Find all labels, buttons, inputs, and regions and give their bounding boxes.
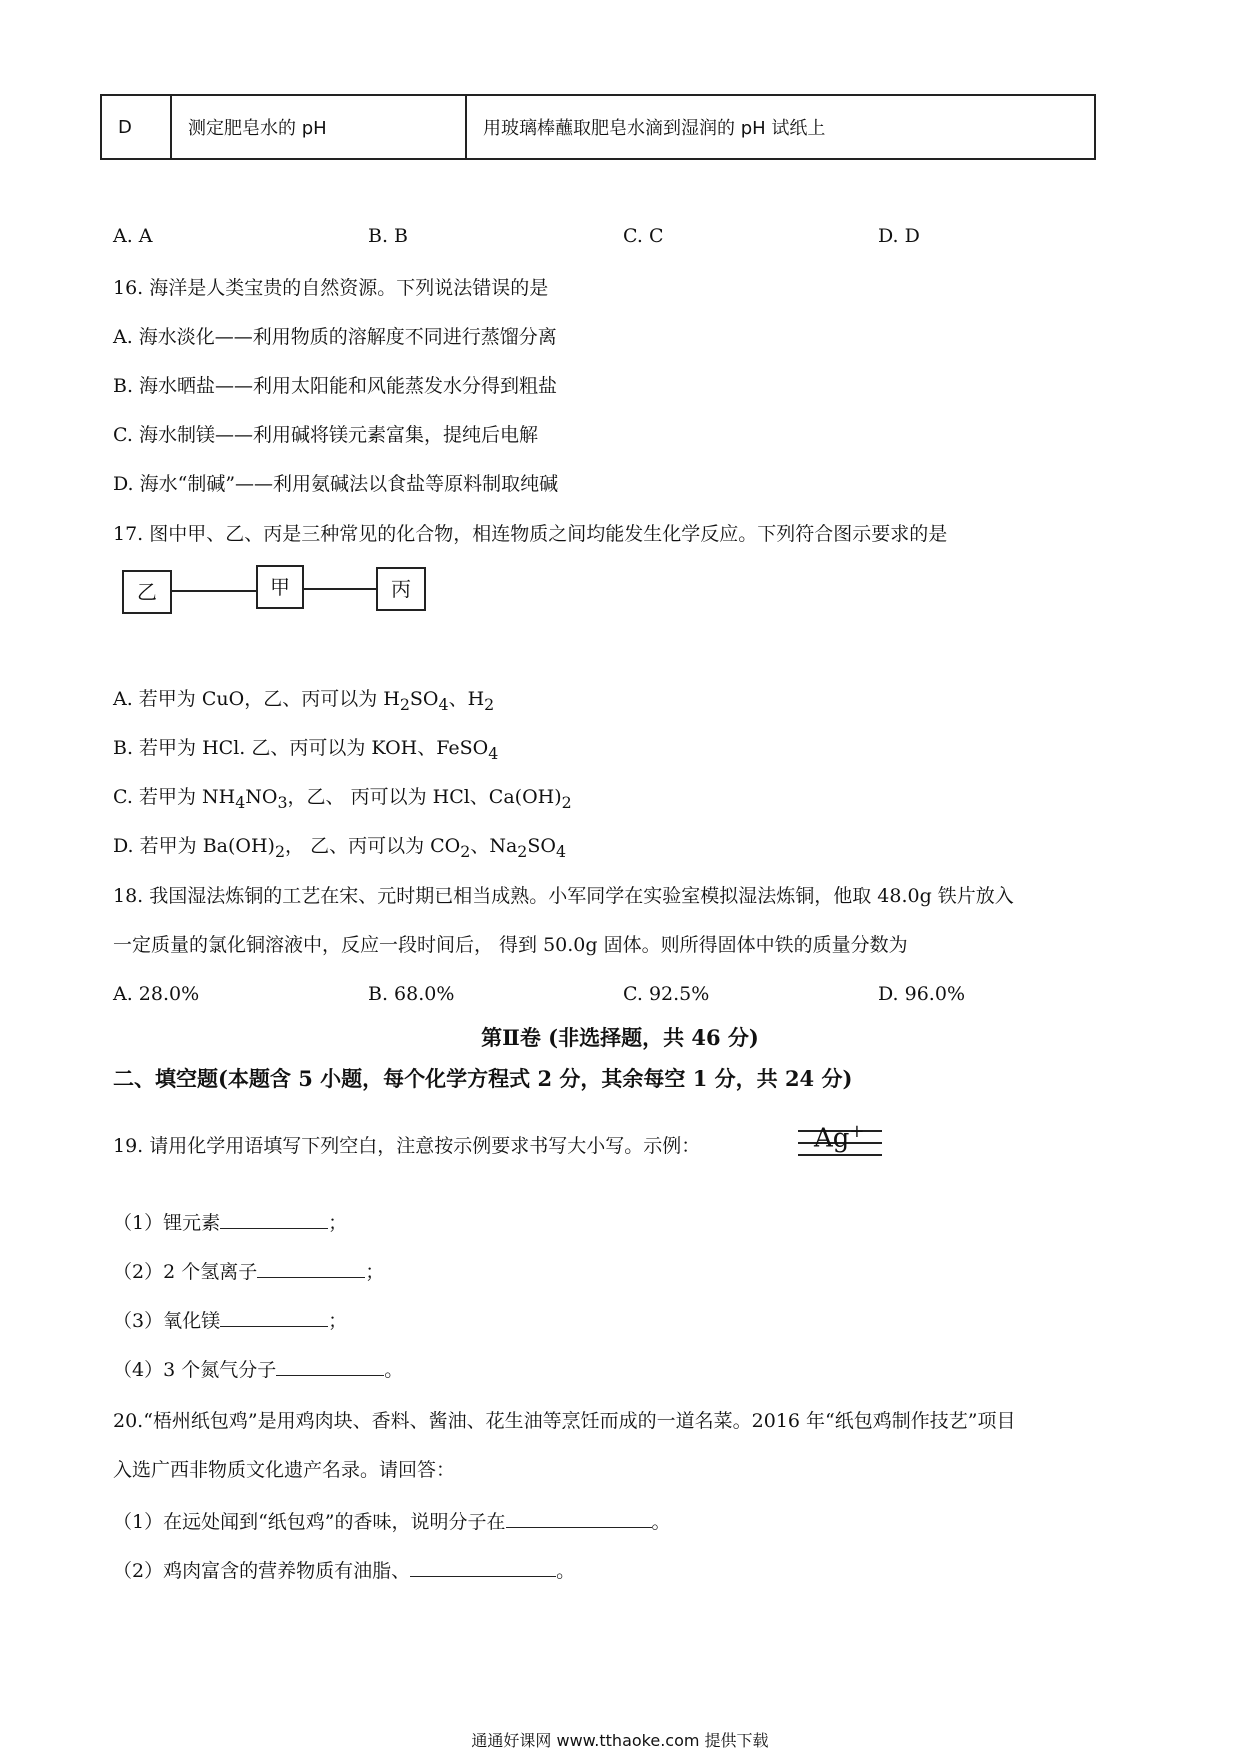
example-symbol (814, 1121, 865, 1154)
row-item: 测定肥皂水的 pH (171, 95, 466, 159)
q17-option-d (113, 831, 566, 861)
q16-option-a: A. 海水淡化——利用物质的溶解度不同进行蒸馏分离 (113, 326, 557, 348)
q20-line1: 20.“梧州纸包鸡”是用鸡肉块、香料、酱油、花生油等烹饪而成的一道名菜。2016 年“纸包鸡制作技艺”项目 (113, 1410, 1016, 1432)
q19-stem: 19. 请用化学用语填写下列空白，注意按示例要求书写大小写。示例： (113, 1135, 701, 1157)
experiment-table (100, 94, 1096, 160)
item-end: 。 (384, 1359, 404, 1381)
q16-option-d: D. 海水“制碱”——利用氨碱法以食盐等原料制取纯碱 (113, 473, 559, 495)
q17-option-b (113, 733, 498, 763)
q17-option-c (113, 782, 572, 812)
option-a: A. A (113, 225, 153, 247)
q17-stem: 17. 图中甲、乙、丙是三种常见的化合物，相连物质之间均能发生化学反应。下列符合图示要求的是 (113, 523, 948, 545)
example-charge: + (849, 1121, 865, 1142)
guide-line (798, 1154, 882, 1156)
option-prefix: D. 若甲为 (113, 835, 203, 857)
q17-option-a (113, 684, 494, 714)
option-b: B. 68.0% (368, 983, 455, 1005)
q19-item-3 (113, 1306, 347, 1333)
answer-blank[interactable] (506, 1509, 652, 1528)
item-text: （4）3 个氮气分子 (113, 1359, 277, 1381)
answer-blank[interactable] (220, 1308, 328, 1327)
connector-line (170, 590, 256, 592)
item-text: （3）氧化镁 (113, 1310, 221, 1332)
option-formula: KOH、FeSO$_4$ (371, 737, 499, 763)
q16-option-c: C. 海水制镁——利用碱将镁元素富集，提纯后电解 (113, 424, 538, 446)
item-end: ； (328, 1212, 348, 1234)
option-prefix: B. 若甲为 HCl. 乙、丙可以为 (113, 737, 372, 759)
q20-item-2 (113, 1556, 575, 1583)
table-row (101, 95, 1095, 159)
q18-line2: 一定质量的氯化铜溶液中，反应一段时间后， 得到 50.0g 固体。则所得固体中铁的质量分数为 (113, 934, 908, 956)
q16-stem: 16. 海洋是人类宝贵的自然资源。下列说法错误的是 (113, 277, 549, 299)
item-text: （2）鸡肉富含的营养物质有油脂、 (113, 1560, 411, 1582)
part2-title: 第Ⅱ卷 (非选择题，共 46 分) (481, 1025, 759, 1050)
q19-item-4 (113, 1355, 403, 1382)
option-d: D. D (878, 225, 920, 247)
row-method: 用玻璃棒蘸取肥皂水滴到湿润的 pH 试纸上 (466, 95, 1095, 159)
connector-line (302, 588, 376, 590)
option-c: C. C (623, 225, 664, 247)
q19-item-2 (113, 1257, 384, 1284)
ion-example (798, 1120, 882, 1160)
q20-line2: 入选广西非物质文化遗产名录。请回答： (113, 1459, 456, 1481)
option-formula: $NH_4NO_3$，乙、 丙可以为 HCl、$Ca(OH)_2$ (201, 786, 572, 812)
option-prefix: C. 若甲为 (113, 786, 202, 808)
section2-title: 二、填空题(本题含 5 小题，每个化学方程式 2 分，其余每空 1 分，共 24 分) (113, 1066, 853, 1091)
footer-watermark: 通通好课网 www.tthaoke.com 提供下载 (471, 1731, 769, 1750)
q18-options (113, 983, 1133, 1005)
answer-blank[interactable] (220, 1210, 328, 1229)
item-end: 。 (651, 1511, 671, 1533)
answer-blank[interactable] (410, 1558, 556, 1577)
item-text: （1）锂元素 (113, 1212, 221, 1234)
option-formula: $Ba(OH)_2$， 乙、丙可以为 $CO_2$、$Na_2SO_4$ (202, 835, 567, 861)
q18-line1: 18. 我国湿法炼铜的工艺在宋、元时期已相当成熟。小军同学在实验室模拟湿法炼铜，他取 48.0g 铁片放入 (113, 885, 1014, 907)
answer-blank[interactable] (276, 1357, 384, 1376)
option-a: A. 28.0% (113, 983, 200, 1005)
item-text: （1）在远处闻到“纸包鸡”的香味，说明分子在 (113, 1511, 506, 1533)
box-jia: 甲 (256, 565, 304, 609)
q15-options (113, 225, 1133, 247)
q16-option-b: B. 海水晒盐——利用太阳能和风能蒸发水分得到粗盐 (113, 375, 558, 397)
item-end: ； (365, 1261, 385, 1283)
answer-blank[interactable] (257, 1259, 365, 1278)
q20-item-1 (113, 1507, 671, 1534)
box-bing: 丙 (376, 567, 426, 611)
option-d: D. 96.0% (878, 983, 965, 1005)
q19-item-1 (113, 1208, 347, 1235)
box-yi: 乙 (122, 570, 172, 614)
item-end: ； (328, 1310, 348, 1332)
row-label: D (101, 95, 171, 159)
option-prefix: A. 若甲为 CuO，乙、丙可以为 (113, 688, 384, 710)
example-text: Ag (814, 1123, 850, 1154)
item-text: （2）2 个氢离子 (113, 1261, 258, 1283)
item-end: 。 (556, 1560, 576, 1582)
option-formula: $H_2SO_4$、$H_2$ (383, 688, 495, 714)
option-c: C. 92.5% (623, 983, 710, 1005)
option-b: B. B (368, 225, 409, 247)
